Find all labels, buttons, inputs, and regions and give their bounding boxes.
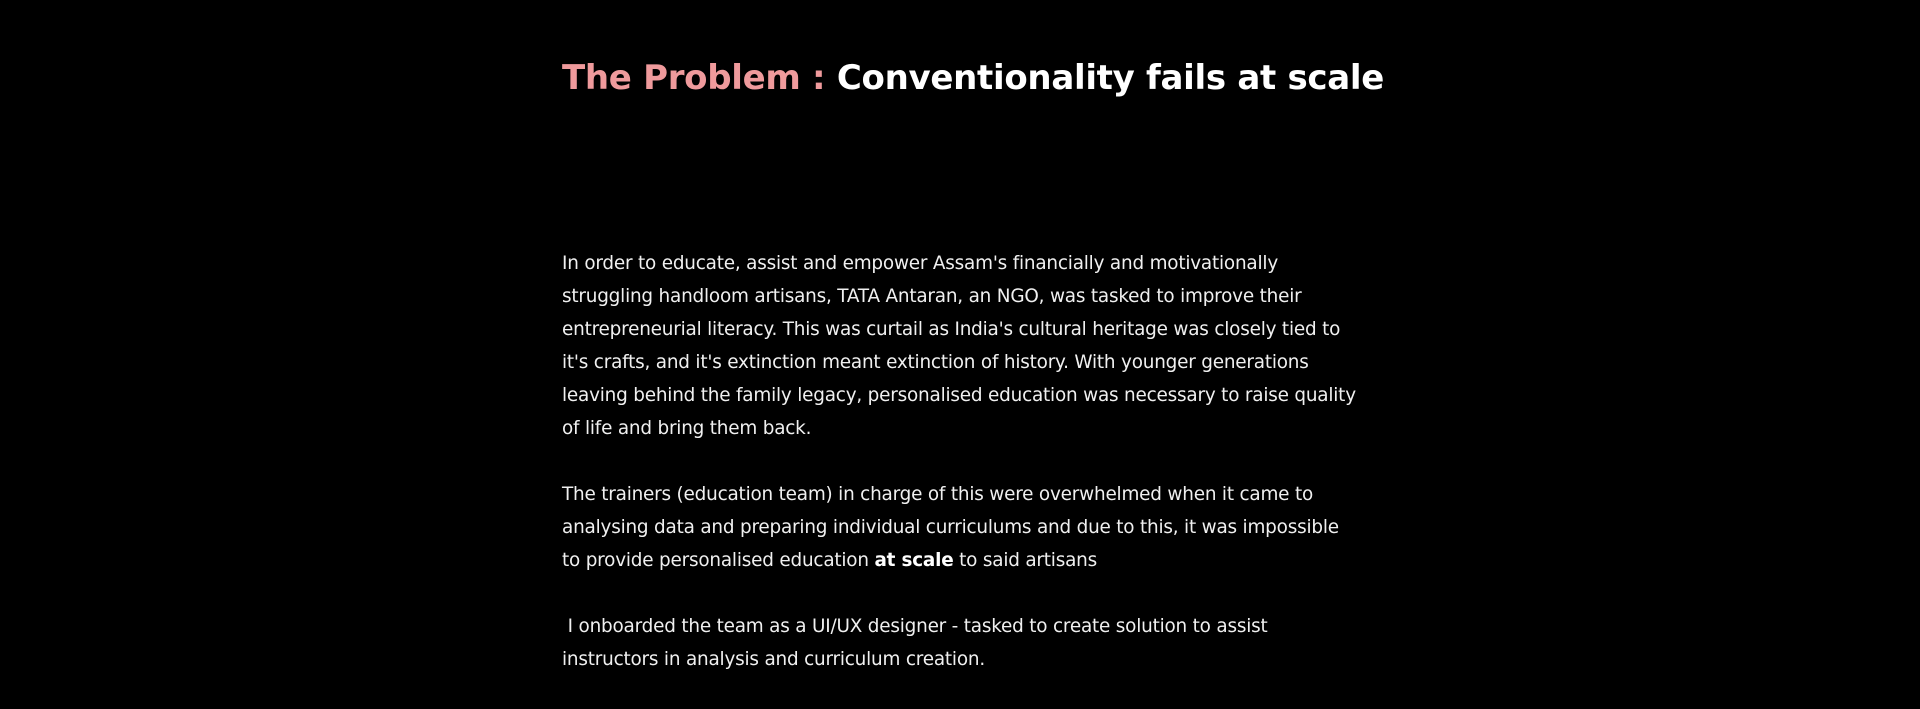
- paragraph-role: I onboarded the team as a UI/UX designer - tasked to create solution to assist instructors in analysis and curriculum creation.: [562, 616, 1274, 670]
- emphasis-text: at scale: [874, 550, 954, 571]
- heading-title: Conventionality fails at scale: [836, 58, 1385, 98]
- paragraph-challenge: [562, 478, 1362, 577]
- section-heading: [562, 54, 1385, 102]
- heading-accent: The Problem :: [562, 58, 826, 98]
- paragraph-challenge-tail: to said artisans: [953, 550, 1097, 571]
- problem-section: [562, 54, 1385, 709]
- problem-description: [562, 247, 1362, 676]
- paragraph-challenge-text: The trainers (education team) in charge of this were overwhelmed when it came to analysing data and preparing individual curriculums and due to this, it was impossible to provide personalised education: [562, 484, 1339, 571]
- paragraph-context: In order to educate, assist and empower Assam's financially and motivationally struggling handloom artisans, TATA Antaran, an NGO, was tasked to improve their entrepreneurial literacy. This was curtail as India's cultural heritage was closely tied to it's crafts, and it's extinction meant extinction of history. With younger generations leaving behind the family legacy, personalised education was necessary to raise quality of life and bring them back.: [562, 253, 1356, 439]
